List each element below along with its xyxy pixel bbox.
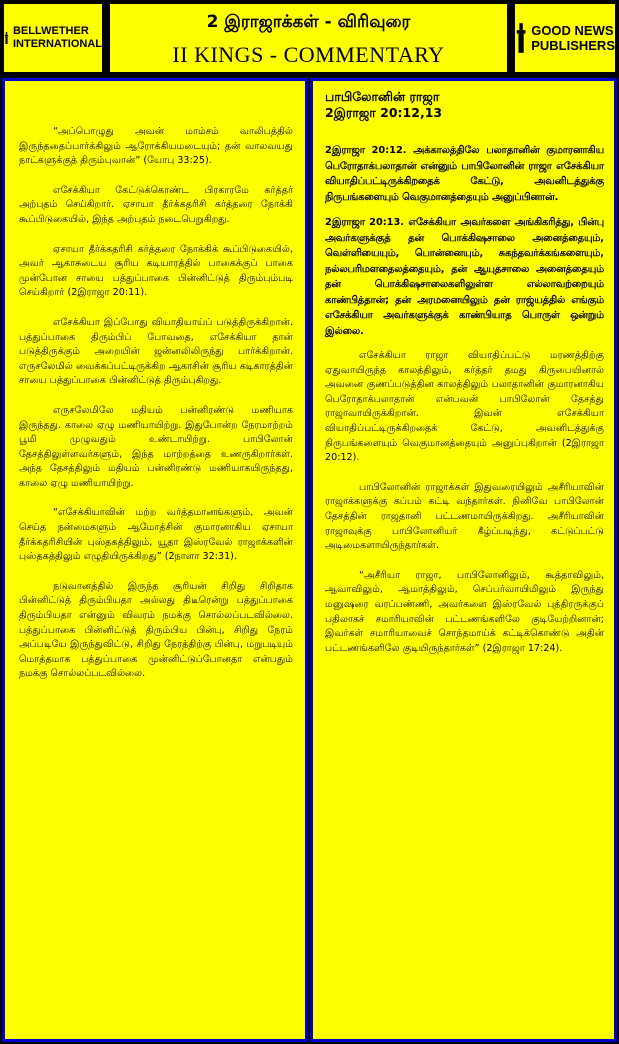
paragraph: எசேக்கியா கேட்டுக்கொண்ட பிரகாரமே கர்த்தர் அற்புதம் செய்கிறார். ஏசாயா தீர்க்கதரிசி கர்த்தரை நோக்கி கூப்பிடுகையில், இந்த அற்புதம் நடைபெறுகிறது. [19, 184, 293, 225]
bellwether-name: BELLWETHER [12, 25, 89, 37]
paragraph: எசேக்கியா ராஜா வியாதிப்பட்டு மரணத்திற்கு ஏதுவாயிருந்த காலத்திலும், கர்த்தர் தமது கிருபையினால் அவனை குணப்படுத்தின காலத்திலும் பலாதானின் குமாரனாகிய பெரோதாக்பலாதான் என்பவன் பாபிலோன் தேசத்து ராஜாவாயிருக்கிறான். இவன் எசேக்கியா வியாதிப்பட்டிருக்கிறதைக் கேட்டு, அவனிடத்துக்கு நிருபங்களையும் வெகுமானத்தையும் அனுப்புகிறான் (2இராஜா 20:12). [325, 350, 604, 464]
paragraph: “எசேக்கியாவின் மற்ற வர்த்தமானங்களும், அவன் செய்த நன்மைகளும் ஆமோத்சின் குமாரனாகிய ஏசாயா தீர்க்கதரிசியின் புஸ்தகத்திலும், யூதா இஸ்ரவேல் ராஜாக்களின் புஸ்தகத்திலும் எழுதியிருக்கிறது” (2நாளா 32:31). [19, 507, 293, 563]
left-column [2, 78, 308, 1042]
bellwether-sub: INTERNATIONAL [12, 38, 102, 50]
right-column [310, 78, 617, 1042]
good-news-logo [513, 2, 617, 74]
bellwether-icon [4, 19, 9, 57]
scripture-verse: 2இராஜா 20:12. அக்காலத்திலே பலாதானின் குமாரனாகிய பெரோதாக்பலாதான் என்னும் பாபிலோனின் ராஜா எசேக்கியா வியாதிப்பட்டிருக்கிறதைக் கேட்டு, அவனிடத்துக்கு நிருபங்களையும் வெகுமானத்தையும் அனுப்பினான். [325, 145, 604, 203]
title-tamil: 2 இராஜாக்கள் - விரிவுரை [206, 12, 411, 32]
scripture-verse: 2இராஜா 20:13. எசேக்கியா அவர்களை அங்கிகரித்து, பின்பு அவர்களுக்குத் தன் பொக்கிஷசாலை அனைத்தையும், வெள்ளியையும், பொன்னையும், சுகந்தவர்க்கங்களையும், நல்லபரிமளதைலத்தையும், தன் ஆயுதசாலை அனைத்தையும் தன் பொக்கிஷசாலைகளிலுள்ள எல்லாவற்றையும் காண்பித்தான்; தன் அரமனையிலும் தன் ராஜ்யத்தில் எங்கும் எசேக்கியா அவர்களுக்குக் காண்பியாத பொருள் ஒன்றும் இல்லை. [325, 217, 604, 337]
publisher-sub: PUBLISHERS [531, 38, 615, 53]
title-english: II KINGS - COMMENTARY [172, 42, 445, 67]
paragraph: ஏசாயா தீர்க்கதரிசி கர்த்தரை நோக்கிக் கூப்பிடுகையில், அவர் ஆகாசுடைய சூரிய கடியாரத்தில் பாகைக்குப் பாகை முன்போன சாயை பத்துப்பாகை பின்னிட்டுத் திரும்பும்படி செய்கிறார் (2இராஜா 20:11). [19, 243, 293, 299]
paragraph: பாபிலோனின் ராஜாக்கள் இதுவரையிலும் அசீரியாவின் ராஜாக்களுக்கு கப்பம் கட்டி வந்தார்கள். நினிவே பாபிலோன் தேசத்தின் ராஜதானி பட்டணமாயிருக்கிறது. அசீரியாவின் ராஜாவுக்கு பாபிலோனியர் கீழ்ப்படிந்து, கட்டுப்பட்டு அடிமைகளாயிருந்தார்கள். [325, 481, 604, 552]
paragraph: எசேக்கியா இப்போது வியாதியாய்ப் படுத்திருக்கிறான். பத்துப்பாகை திரும்பிப் போவதை, எசேக்கியா தான் படுத்திருக்கும் அறையின் ஜன்னலிலிருந்து பார்க்கிறான். எருசலேமில் வைக்கப்பட்டிருக்கிற ஆகாசின் சூரிய கடிகாரத்தின் சாயை பத்துப்பாகை பின்னிட்டுத் திரும்புகிறது. [19, 316, 293, 387]
paragraph: “அசீரியா ராஜா, பாபிலோனிலும், கூத்தாவிலும், ஆவாவிலும், ஆமாத்திலும், செப்பர்வாயிமிலும் இருந்து மனுஷரை வரப்பண்ணி, அவர்களை இஸ்ரவேல் புத்திரருக்குப் பதிலாகச் சமாரியாவின் பட்டணங்களிலே குடியேற்றினான்; இவர்கள் சமாரியாவைச் சொந்தமாய்க் கட்டிக்கொண்டு அதின் பட்டணங்களிலே குடியிருந்தார்கள்” (2இராஜா 17:24). [325, 569, 604, 654]
publisher-name: GOOD NEWS [531, 23, 614, 38]
header-title [108, 2, 509, 74]
paragraph: எருசலேமிலே மதியம் பன்னிரண்டு மணியாக இருந்தது. காலை ஏழு மணியாயிற்று. இதுபோன்ற நேரமாற்றம் பூமி முழுவதும் உண்டாயிற்று. பாபிலோன் தேசத்திலுள்ளவர்களும், இந்த மாற்றத்தை உணருகிறார்கள். அந்த தேசத்திலும் மதியம் பன்னிரண்டு மணியாகயிருந்தது, காலை ஏழு மணியாயிற்று. [19, 404, 293, 489]
section-title: பாபிலோனின் ராஜா 2இராஜா 20:12,13 [325, 89, 443, 120]
bellwether-logo [2, 2, 104, 74]
paragraph: நடுவானத்தில் இருந்த சூரியன் சிறிது சிறிதாக பின்னிட்டுத் திரும்பியதா அல்லது திடீரென்று பத்துப்பாகை திரும்பியதா என்னும் விவரம் நமக்கு சொல்லப்படவில்லை. பத்துப்பாகை பின்னிட்டுத் திரும்பிய பின்பு, சிறிது நேரம் அப்படியே இருந்துவிட்டு, சிறிது நேரத்திற்கு பின்பு, மறுபடியும் மொத்தமாக பத்துப்பாகை முன்னிட்டுப்போனதா என்பதும் நமக்கு சொல்லப்படவில்லை. [19, 580, 293, 680]
bellwether-icon [515, 19, 527, 57]
paragraph: “அப்பொழுது அவன் மாம்சம் வாலிபத்தில் இருந்ததைப்பார்க்கிலும் ஆரோக்கியமடையும்; தன் வாலவயது நாட்களுக்குத் திரும்புவான்” (யோபு 33:25). [19, 126, 293, 167]
